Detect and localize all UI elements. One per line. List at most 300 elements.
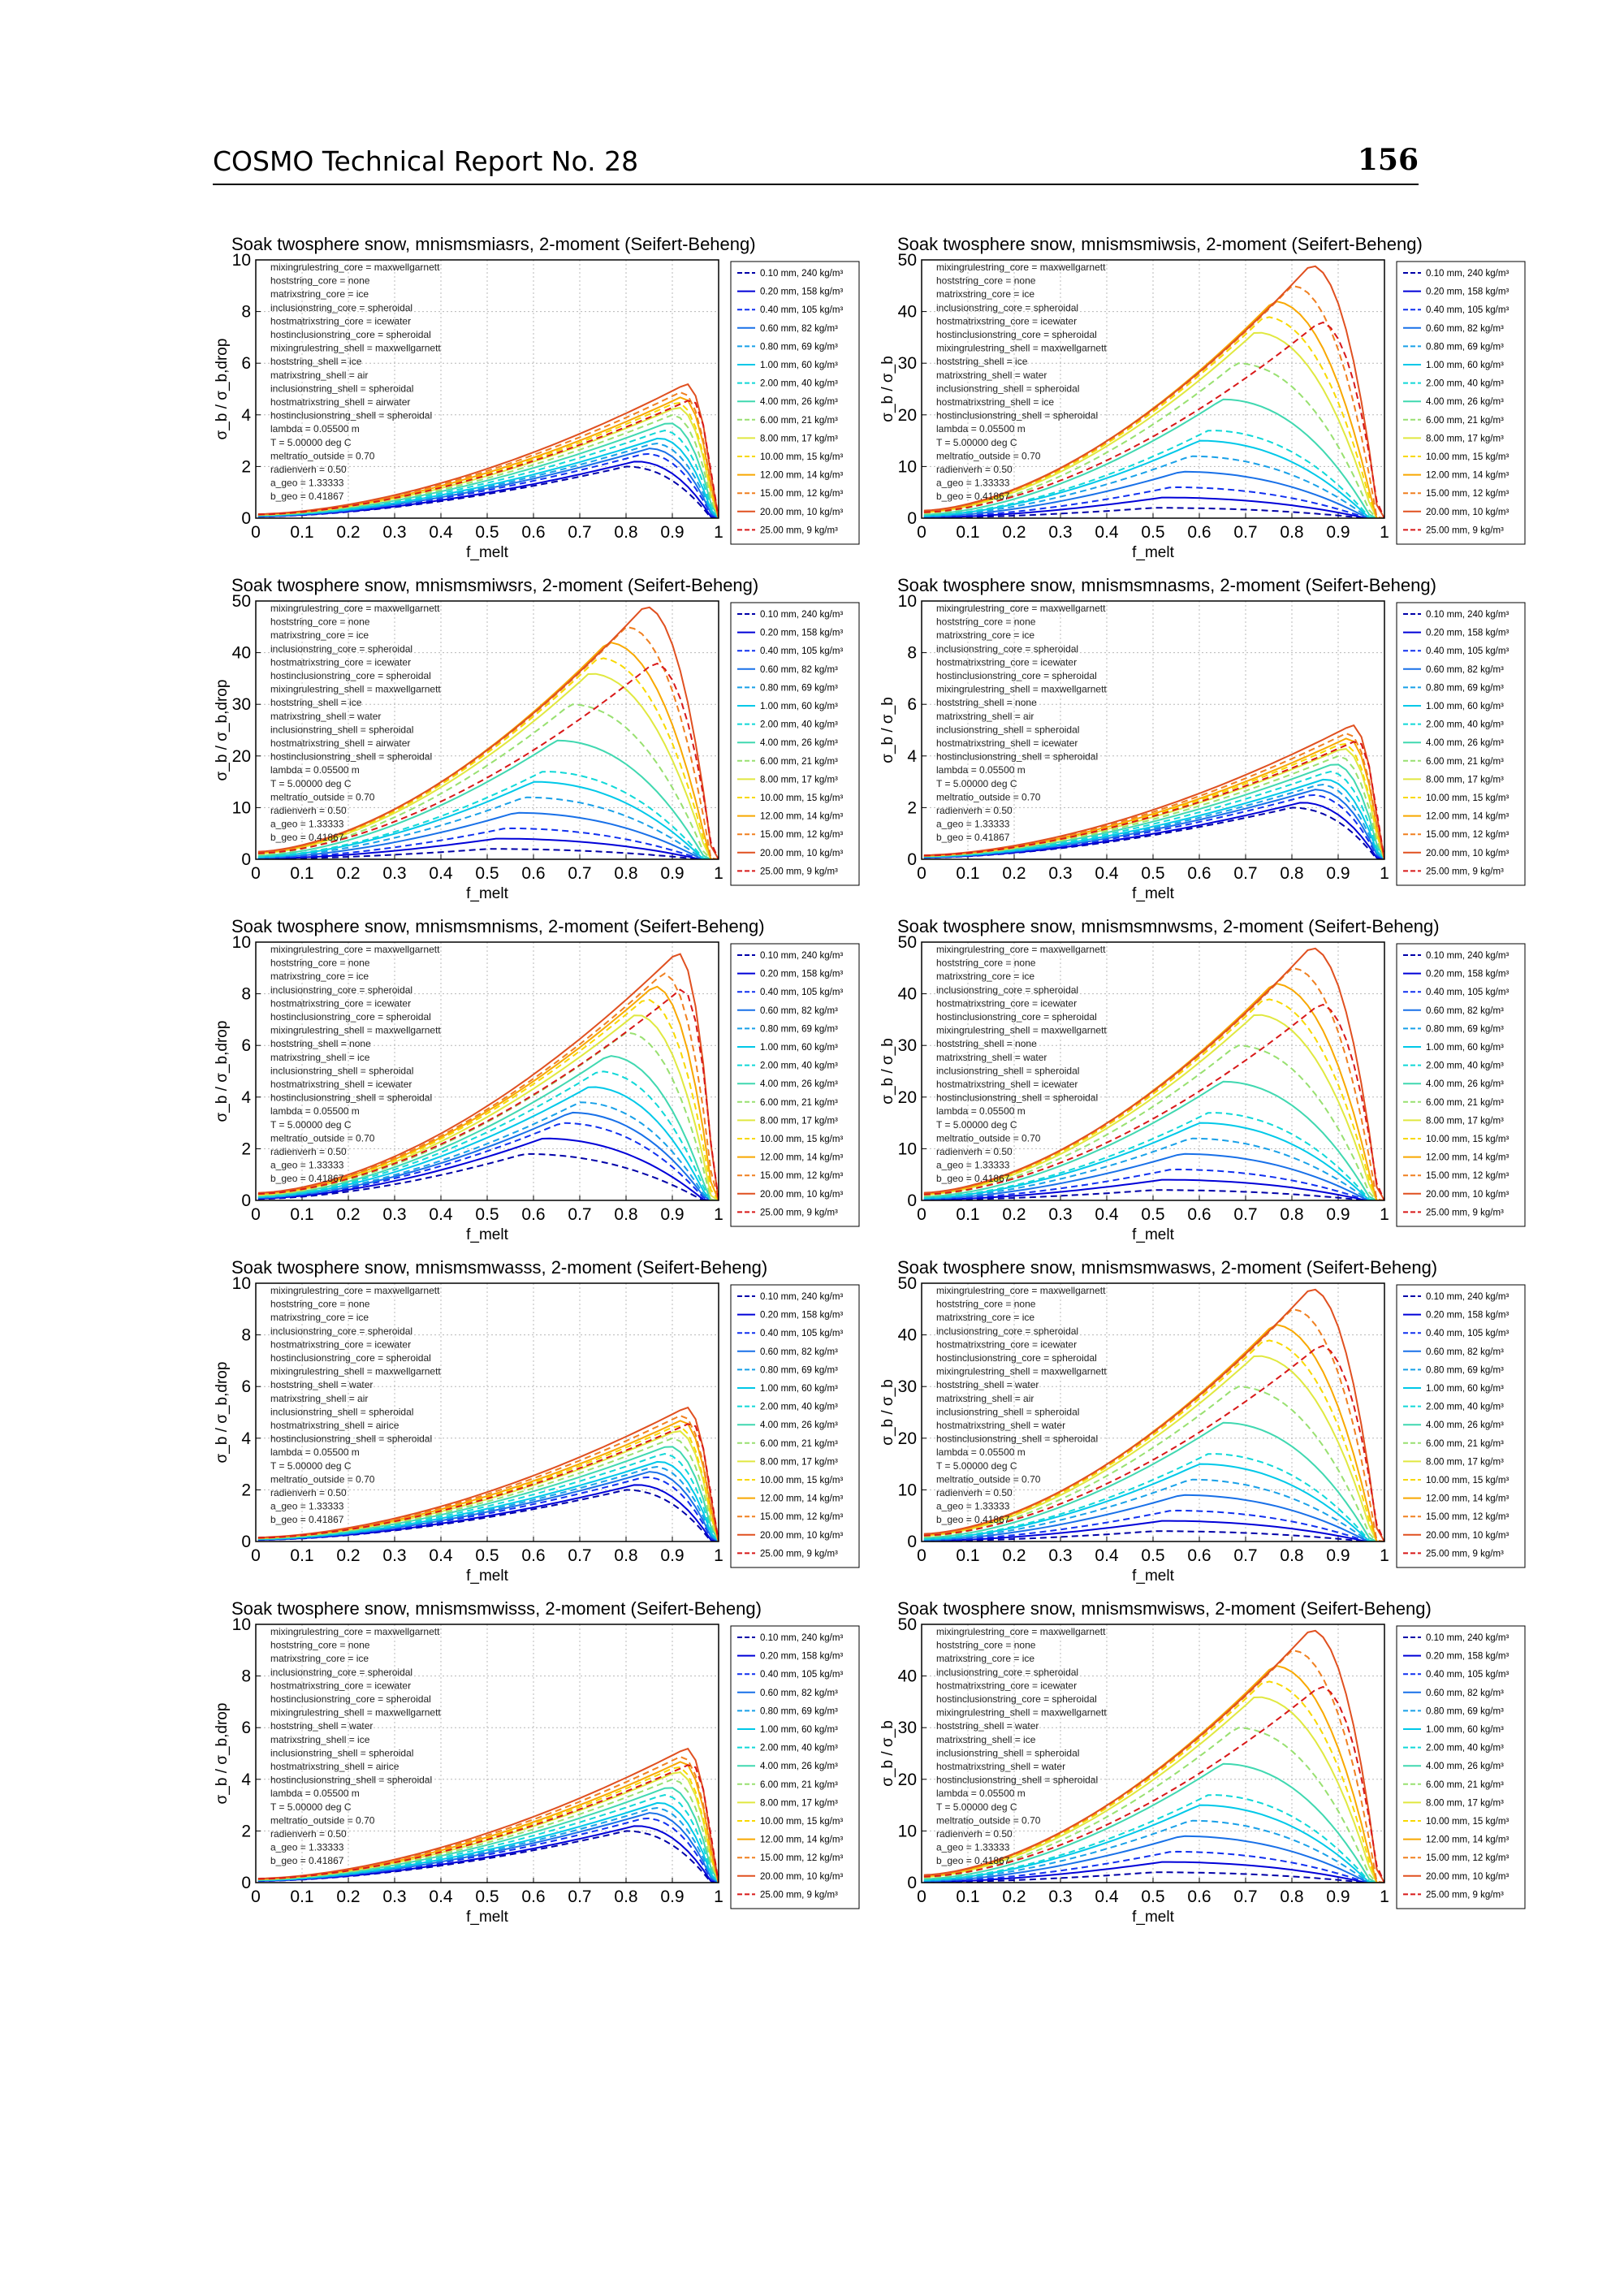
x-tick-label: 0.4 <box>429 1205 453 1224</box>
legend-label: 6.00 mm, 21 kg/m³ <box>1426 415 1504 426</box>
annotation-line: T = 5.00000 deg C <box>270 1118 352 1131</box>
legend-label: 0.40 mm, 105 kg/m³ <box>1426 646 1510 657</box>
x-tick-label: 0.4 <box>1095 523 1119 542</box>
x-tick-label: 0.3 <box>1048 864 1073 883</box>
annotation-line: mixingrulestring_core = maxwellgarnett <box>936 944 1106 955</box>
annotation-line: meltratio_outside = 0.70 <box>270 791 375 803</box>
legend-label: 2.00 mm, 40 kg/m³ <box>1426 720 1504 730</box>
legend-label: 15.00 mm, 12 kg/m³ <box>1426 1171 1510 1182</box>
annotation-line: hostinclusionstring_shell = spheroidal <box>270 1433 433 1445</box>
annotation-line: hoststring_shell = ice <box>270 356 362 368</box>
y-tick-label: 0 <box>241 509 251 528</box>
annotation-line: inclusionstring_shell = spheroidal <box>936 1406 1080 1418</box>
y-tick-label: 30 <box>897 1036 917 1056</box>
annotation-line: hoststring_shell = none <box>936 697 1037 709</box>
annotation-line: matrixstring_core = ice <box>270 971 369 983</box>
annotation-line: hostinclusionstring_shell = spheroidal <box>936 1433 1099 1445</box>
y-tick-label: 2 <box>907 798 917 818</box>
annotation-line: hostmatrixstring_shell = water <box>936 1420 1066 1431</box>
x-tick-label: 0.3 <box>1048 523 1073 542</box>
annotation-line: meltratio_outside = 0.70 <box>936 450 1041 462</box>
legend-label: 12.00 mm, 14 kg/m³ <box>760 811 844 822</box>
annotation-line: mixingrulestring_shell = maxwellgarnett <box>270 1365 441 1377</box>
x-tick-label: 0.2 <box>336 523 361 542</box>
annotation-line: inclusionstring_shell = spheroidal <box>936 1747 1080 1759</box>
annotation-line: mixingrulestring_shell = maxwellgarnett <box>936 1024 1107 1036</box>
annotation-line: b_geo = 0.41867 <box>270 1514 344 1526</box>
annotation-line: inclusionstring_core = spheroidal <box>936 1666 1079 1678</box>
legend-label: 0.20 mm, 158 kg/m³ <box>1426 1651 1510 1662</box>
annotation-line: inclusionstring_core = spheroidal <box>936 301 1079 313</box>
legend-label: 0.10 mm, 240 kg/m³ <box>1426 1292 1510 1302</box>
legend-label: 0.40 mm, 105 kg/m³ <box>1426 1670 1510 1680</box>
legend-label: 4.00 mm, 26 kg/m³ <box>1426 738 1504 749</box>
annotation-line: radienverh = 0.50 <box>936 1487 1013 1498</box>
legend-label: 8.00 mm, 17 kg/m³ <box>1426 775 1504 785</box>
y-tick-label: 20 <box>897 1087 917 1107</box>
x-tick-label: 0.1 <box>290 523 314 542</box>
legend-label: 10.00 mm, 15 kg/m³ <box>760 452 844 462</box>
y-tick-label: 10 <box>897 1481 917 1500</box>
y-tick-label: 2 <box>241 1139 251 1159</box>
annotation-line: b_geo = 0.41867 <box>936 1514 1010 1526</box>
legend-label: 15.00 mm, 12 kg/m³ <box>760 1853 844 1864</box>
x-tick-label: 0.1 <box>290 864 314 883</box>
x-tick-label: 0.6 <box>1187 864 1212 883</box>
chart-title: Soak twosphere snow, mnismsmwasss, 2-moment (Seifert-Beheng) <box>231 1257 768 1278</box>
annotation-line: T = 5.00000 deg C <box>270 777 352 789</box>
x-axis-label: f_melt <box>1132 885 1174 902</box>
annotation-line: b_geo = 0.41867 <box>936 832 1010 844</box>
x-tick-label: 0.6 <box>1187 523 1212 542</box>
legend-label: 4.00 mm, 26 kg/m³ <box>1426 1420 1504 1431</box>
annotation-line: hostinclusionstring_core = spheroidal <box>936 1011 1097 1023</box>
y-tick-label: 10 <box>897 1139 917 1159</box>
legend-label: 0.20 mm, 158 kg/m³ <box>760 969 844 979</box>
annotation-line: matrixstring_core = ice <box>936 1653 1035 1665</box>
legend-label: 4.00 mm, 26 kg/m³ <box>760 1079 838 1090</box>
x-tick-label: 0.6 <box>521 523 546 542</box>
annotation-line: hostmatrixstring_core = icewater <box>936 1680 1078 1692</box>
legend-label: 4.00 mm, 26 kg/m³ <box>760 397 838 408</box>
y-tick-label: 2 <box>241 1481 251 1500</box>
annotation-line: mixingrulestring_shell = maxwellgarnett <box>270 683 441 695</box>
x-tick-label: 0.3 <box>382 1546 407 1565</box>
y-tick-label: 50 <box>897 933 917 952</box>
legend-label: 4.00 mm, 26 kg/m³ <box>1426 1079 1504 1090</box>
annotation-line: hostinclusionstring_shell = spheroidal <box>936 1774 1099 1786</box>
chart-9 <box>207 1592 865 1933</box>
y-tick-label: 20 <box>897 1429 917 1448</box>
x-tick-label: 0.7 <box>1233 1205 1258 1224</box>
x-tick-label: 0.8 <box>614 523 638 542</box>
annotation-line: hostinclusionstring_shell = spheroidal <box>936 750 1099 763</box>
y-tick-label: 50 <box>897 251 917 270</box>
chart-svg <box>207 1251 865 1592</box>
legend-label: 1.00 mm, 60 kg/m³ <box>1426 702 1504 711</box>
annotation-line: inclusionstring_shell = spheroidal <box>270 1747 414 1759</box>
annotation-line: mixingrulestring_shell = maxwellgarnett <box>270 1706 441 1719</box>
annotation-line: hoststring_core = none <box>270 957 370 969</box>
annotation-line: hostmatrixstring_shell = icewater <box>936 1079 1078 1090</box>
legend-label: 0.40 mm, 105 kg/m³ <box>1426 305 1510 316</box>
chart-svg <box>873 1592 1531 1933</box>
legend-label: 2.00 mm, 40 kg/m³ <box>1426 1743 1504 1753</box>
x-tick-label: 0 <box>917 1205 926 1224</box>
y-axis-label: σ_b / σ_b,drop <box>214 338 231 440</box>
annotation-line: hostinclusionstring_core = spheroidal <box>270 670 431 681</box>
x-tick-label: 0.9 <box>1326 1205 1350 1224</box>
chart-8 <box>873 1251 1531 1592</box>
chart-title: Soak twosphere snow, mnismsmnwsms, 2-moment (Seifert-Beheng) <box>897 916 1440 936</box>
x-tick-label: 0.3 <box>1048 1205 1073 1224</box>
legend-label: 8.00 mm, 17 kg/m³ <box>760 434 838 444</box>
annotation-line: radienverh = 0.50 <box>270 464 347 475</box>
annotation-line: a_geo = 1.33333 <box>936 818 1010 830</box>
legend-label: 12.00 mm, 14 kg/m³ <box>760 1835 844 1845</box>
annotation-line: radienverh = 0.50 <box>270 805 347 816</box>
chart-svg <box>207 569 865 910</box>
x-tick-label: 0.9 <box>1326 1887 1350 1906</box>
legend-label: 6.00 mm, 21 kg/m³ <box>760 756 838 767</box>
annotation-line: T = 5.00000 deg C <box>270 436 352 448</box>
annotation-line: inclusionstring_core = spheroidal <box>270 301 413 313</box>
annotation-line: b_geo = 0.41867 <box>270 491 344 503</box>
annotation-line: hostinclusionstring_shell = spheroidal <box>270 1774 433 1786</box>
y-axis-label: σ_b / σ_b <box>879 1038 896 1105</box>
annotation-line: hostmatrixstring_shell = airice <box>270 1420 400 1431</box>
y-tick-label: 10 <box>231 798 251 818</box>
annotation-line: matrixstring_shell = air <box>270 1392 369 1404</box>
legend-label: 20.00 mm, 10 kg/m³ <box>760 848 844 858</box>
x-tick-label: 0.2 <box>1002 1205 1026 1224</box>
annotation-line: a_geo = 1.33333 <box>936 1500 1010 1512</box>
x-tick-label: 0.2 <box>336 1887 361 1906</box>
chart-svg <box>207 1592 865 1933</box>
legend-label: 10.00 mm, 15 kg/m³ <box>1426 452 1510 462</box>
x-tick-label: 0.3 <box>382 1887 407 1906</box>
x-tick-label: 0.2 <box>1002 1887 1026 1906</box>
legend-label: 4.00 mm, 26 kg/m³ <box>760 738 838 749</box>
y-tick-label: 8 <box>241 1667 251 1686</box>
annotation-line: hoststring_shell = none <box>936 1038 1037 1050</box>
legend-label: 12.00 mm, 14 kg/m³ <box>1426 1494 1510 1504</box>
legend-label: 1.00 mm, 60 kg/m³ <box>1426 1725 1504 1735</box>
legend-label: 20.00 mm, 10 kg/m³ <box>1426 1189 1510 1200</box>
legend-label: 0.40 mm, 105 kg/m³ <box>760 1670 844 1680</box>
x-tick-label: 0.2 <box>336 864 361 883</box>
legend-label: 15.00 mm, 12 kg/m³ <box>760 1171 844 1182</box>
x-tick-label: 1 <box>714 523 723 542</box>
legend-label: 6.00 mm, 21 kg/m³ <box>1426 1097 1504 1108</box>
x-tick-label: 0.4 <box>1095 864 1119 883</box>
annotation-line: lambda = 0.05500 m <box>270 764 360 776</box>
x-tick-label: 0.7 <box>1233 523 1258 542</box>
annotation-line: a_geo = 1.33333 <box>270 1841 344 1853</box>
legend-label: 0.20 mm, 158 kg/m³ <box>760 287 844 297</box>
legend-label: 8.00 mm, 17 kg/m³ <box>1426 1116 1504 1126</box>
legend-label: 15.00 mm, 12 kg/m³ <box>760 489 844 499</box>
y-tick-label: 4 <box>241 1429 251 1448</box>
annotation-line: radienverh = 0.50 <box>936 805 1013 816</box>
annotation-line: T = 5.00000 deg C <box>936 1801 1017 1813</box>
annotation-line: b_geo = 0.41867 <box>936 1173 1010 1185</box>
legend-label: 0.20 mm, 158 kg/m³ <box>760 628 844 638</box>
legend-label: 0.60 mm, 82 kg/m³ <box>1426 1005 1504 1016</box>
annotation-line: hoststring_core = none <box>936 957 1036 969</box>
legend-label: 0.10 mm, 240 kg/m³ <box>760 269 844 279</box>
annotation-line: mixingrulestring_shell = maxwellgarnett <box>936 683 1107 695</box>
y-tick-label: 40 <box>897 1667 917 1686</box>
legend-label: 0.10 mm, 240 kg/m³ <box>760 1292 844 1302</box>
annotation-line: lambda = 0.05500 m <box>936 764 1026 776</box>
annotation-line: matrixstring_shell = ice <box>270 1051 370 1063</box>
annotation-line: hoststring_core = none <box>936 1639 1036 1651</box>
annotation-line: hoststring_core = none <box>936 616 1036 628</box>
legend-label: 20.00 mm, 10 kg/m³ <box>1426 848 1510 858</box>
legend-label: 15.00 mm, 12 kg/m³ <box>760 830 844 841</box>
annotation-line: hostinclusionstring_shell = spheroidal <box>936 1092 1099 1104</box>
annotation-line: inclusionstring_core = spheroidal <box>270 984 413 996</box>
chart-5 <box>207 910 865 1251</box>
annotation-line: mixingrulestring_shell = maxwellgarnett <box>936 1706 1107 1719</box>
x-tick-label: 0.3 <box>382 1205 407 1224</box>
x-tick-label: 0.6 <box>1187 1205 1212 1224</box>
annotation-line: lambda = 0.05500 m <box>270 1446 360 1459</box>
annotation-line: matrixstring_shell = ice <box>936 1733 1036 1745</box>
x-tick-label: 0.8 <box>1280 523 1304 542</box>
annotation-line: inclusionstring_shell = spheroidal <box>936 383 1080 395</box>
annotation-line: mixingrulestring_core = maxwellgarnett <box>270 944 440 955</box>
x-tick-label: 0 <box>251 523 261 542</box>
annotation-line: matrixstring_core = ice <box>270 1312 369 1324</box>
chart-svg <box>873 227 1531 569</box>
annotation-line: matrixstring_core = ice <box>270 1653 369 1665</box>
annotation-line: radienverh = 0.50 <box>270 1146 347 1157</box>
x-tick-label: 0.9 <box>660 864 685 883</box>
y-axis-label: σ_b / σ_b,drop <box>214 1020 231 1122</box>
legend-label: 20.00 mm, 10 kg/m³ <box>1426 1530 1510 1541</box>
y-tick-label: 30 <box>897 354 917 374</box>
y-tick-label: 0 <box>907 850 917 869</box>
legend-label: 8.00 mm, 17 kg/m³ <box>760 1457 838 1468</box>
legend-label: 0.80 mm, 69 kg/m³ <box>760 683 838 694</box>
x-tick-label: 0.1 <box>290 1205 314 1224</box>
annotation-line: hostinclusionstring_core = spheroidal <box>270 1352 431 1364</box>
annotation-line: hostmatrixstring_core = icewater <box>270 1338 412 1351</box>
annotation-line: radienverh = 0.50 <box>270 1828 347 1840</box>
annotation-line: lambda = 0.05500 m <box>936 423 1026 435</box>
x-tick-label: 0.8 <box>1280 1205 1304 1224</box>
annotation-line: T = 5.00000 deg C <box>936 436 1017 448</box>
y-tick-label: 0 <box>241 1191 251 1210</box>
annotation-line: matrixstring_core = ice <box>936 288 1035 301</box>
y-tick-label: 0 <box>241 850 251 869</box>
annotation-line: matrixstring_shell = air <box>270 369 369 381</box>
y-tick-label: 40 <box>897 302 917 322</box>
annotation-line: hostmatrixstring_shell = airice <box>270 1761 400 1772</box>
report-title: COSMO Technical Report No. 28 <box>213 145 639 177</box>
legend-label: 0.80 mm, 69 kg/m³ <box>1426 1365 1504 1376</box>
y-tick-label: 30 <box>231 695 251 715</box>
y-tick-label: 10 <box>897 592 917 611</box>
x-tick-label: 0.5 <box>1141 1887 1165 1906</box>
annotation-line: lambda = 0.05500 m <box>270 423 360 435</box>
legend-label: 0.40 mm, 105 kg/m³ <box>760 646 844 657</box>
y-tick-label: 6 <box>241 1377 251 1397</box>
annotation-line: b_geo = 0.41867 <box>270 1855 344 1867</box>
legend-label: 0.60 mm, 82 kg/m³ <box>1426 664 1504 675</box>
annotation-line: T = 5.00000 deg C <box>936 1118 1017 1131</box>
legend-label: 15.00 mm, 12 kg/m³ <box>1426 1512 1510 1523</box>
annotation-line: mixingrulestring_core = maxwellgarnett <box>936 262 1106 273</box>
annotation-line: hostmatrixstring_shell = water <box>936 1761 1066 1772</box>
x-tick-label: 0.5 <box>475 1887 499 1906</box>
x-tick-label: 0.6 <box>521 1887 546 1906</box>
chart-6 <box>873 910 1531 1251</box>
x-axis-label: f_melt <box>1132 1909 1174 1926</box>
y-tick-label: 4 <box>241 405 251 425</box>
y-tick-label: 8 <box>241 984 251 1004</box>
x-tick-label: 0.8 <box>1280 1887 1304 1906</box>
annotation-line: hostmatrixstring_core = icewater <box>936 656 1078 668</box>
y-tick-label: 50 <box>897 1274 917 1293</box>
x-tick-label: 0 <box>917 864 926 883</box>
x-tick-label: 0.9 <box>660 1205 685 1224</box>
annotation-line: hostinclusionstring_shell = spheroidal <box>270 750 433 763</box>
y-axis-label: σ_b / σ_b,drop <box>214 1361 231 1464</box>
annotation-line: inclusionstring_core = spheroidal <box>936 1325 1079 1337</box>
y-tick-label: 6 <box>907 695 917 715</box>
annotation-line: b_geo = 0.41867 <box>936 1855 1010 1867</box>
legend-label: 0.80 mm, 69 kg/m³ <box>760 1706 838 1717</box>
annotation-line: T = 5.00000 deg C <box>936 777 1017 789</box>
y-tick-label: 0 <box>907 1874 917 1892</box>
annotation-line: a_geo = 1.33333 <box>936 477 1010 489</box>
annotation-line: inclusionstring_shell = spheroidal <box>270 1065 414 1077</box>
legend-label: 0.60 mm, 82 kg/m³ <box>1426 1347 1504 1357</box>
x-tick-label: 0.5 <box>475 1546 499 1565</box>
chart-3 <box>207 569 865 910</box>
annotation-line: matrixstring_shell = air <box>936 1392 1034 1404</box>
legend-label: 0.80 mm, 69 kg/m³ <box>1426 1024 1504 1035</box>
x-tick-label: 1 <box>1380 523 1389 542</box>
x-tick-label: 0.6 <box>521 864 546 883</box>
x-tick-label: 0.6 <box>521 1205 546 1224</box>
y-tick-label: 10 <box>897 457 917 477</box>
legend-label: 25.00 mm, 9 kg/m³ <box>1426 1208 1504 1218</box>
annotation-line: hostinclusionstring_core = spheroidal <box>270 1693 431 1705</box>
x-tick-label: 0.5 <box>475 864 499 883</box>
x-tick-label: 1 <box>714 1546 723 1565</box>
x-tick-label: 1 <box>1380 1546 1389 1565</box>
x-tick-label: 0.4 <box>429 864 453 883</box>
y-tick-label: 6 <box>241 1719 251 1738</box>
chart-svg <box>207 227 865 569</box>
annotation-line: a_geo = 1.33333 <box>270 1500 344 1512</box>
x-tick-label: 0.8 <box>614 1887 638 1906</box>
y-tick-label: 8 <box>241 1325 251 1345</box>
legend-label: 25.00 mm, 9 kg/m³ <box>760 867 838 877</box>
x-tick-label: 0.7 <box>568 864 592 883</box>
legend-label: 0.80 mm, 69 kg/m³ <box>1426 342 1504 352</box>
legend-label: 0.80 mm, 69 kg/m³ <box>1426 1706 1504 1717</box>
y-axis-label: σ_b / σ_b,drop <box>214 1702 231 1805</box>
legend-label: 1.00 mm, 60 kg/m³ <box>1426 1043 1504 1053</box>
legend-label: 6.00 mm, 21 kg/m³ <box>1426 1438 1504 1449</box>
annotation-line: matrixstring_shell = ice <box>270 1733 370 1745</box>
annotation-line: hostinclusionstring_core = spheroidal <box>936 329 1097 340</box>
legend-label: 8.00 mm, 17 kg/m³ <box>1426 1798 1504 1809</box>
annotation-line: meltratio_outside = 0.70 <box>270 1132 375 1144</box>
legend-label: 4.00 mm, 26 kg/m³ <box>760 1420 838 1431</box>
legend-label: 0.10 mm, 240 kg/m³ <box>1426 610 1510 620</box>
annotation-line: hostinclusionstring_core = spheroidal <box>270 329 431 340</box>
annotation-line: T = 5.00000 deg C <box>270 1459 352 1472</box>
annotation-line: hostmatrixstring_core = icewater <box>270 997 412 1010</box>
legend-label: 0.40 mm, 105 kg/m³ <box>760 988 844 998</box>
legend-label: 8.00 mm, 17 kg/m³ <box>760 1116 838 1126</box>
legend-label: 10.00 mm, 15 kg/m³ <box>1426 1817 1510 1827</box>
legend-label: 8.00 mm, 17 kg/m³ <box>1426 434 1504 444</box>
legend-label: 2.00 mm, 40 kg/m³ <box>1426 1402 1504 1412</box>
x-tick-label: 0.2 <box>336 1205 361 1224</box>
legend-label: 0.80 mm, 69 kg/m³ <box>760 1365 838 1376</box>
annotation-line: lambda = 0.05500 m <box>936 1105 1026 1118</box>
annotation-line: hoststring_core = none <box>270 1298 370 1310</box>
legend-label: 20.00 mm, 10 kg/m³ <box>760 507 844 517</box>
annotation-line: b_geo = 0.41867 <box>936 491 1010 503</box>
annotation-line: radienverh = 0.50 <box>270 1487 347 1498</box>
x-tick-label: 0.3 <box>1048 1546 1073 1565</box>
x-tick-label: 0.8 <box>1280 864 1304 883</box>
page-number: 156 <box>1357 143 1419 177</box>
annotation-line: inclusionstring_core = spheroidal <box>270 1325 413 1337</box>
x-tick-label: 0.4 <box>429 1887 453 1906</box>
legend-label: 25.00 mm, 9 kg/m³ <box>1426 1890 1504 1900</box>
y-tick-label: 2 <box>241 457 251 477</box>
legend-label: 6.00 mm, 21 kg/m³ <box>760 1097 838 1108</box>
annotation-line: inclusionstring_core = spheroidal <box>270 642 413 655</box>
legend-label: 2.00 mm, 40 kg/m³ <box>760 1743 838 1753</box>
legend-label: 4.00 mm, 26 kg/m³ <box>760 1762 838 1772</box>
legend-label: 25.00 mm, 9 kg/m³ <box>760 525 838 536</box>
x-tick-label: 0.1 <box>956 1887 980 1906</box>
legend-label: 25.00 mm, 9 kg/m³ <box>1426 1549 1504 1559</box>
x-tick-label: 0.9 <box>660 1546 685 1565</box>
x-tick-label: 1 <box>1380 864 1389 883</box>
chart-title: Soak twosphere snow, mnismsmnisms, 2-moment (Seifert-Beheng) <box>231 916 765 936</box>
y-axis-label: σ_b / σ_b <box>879 697 896 763</box>
annotation-line: matrixstring_shell = water <box>936 1051 1047 1063</box>
legend-label: 0.60 mm, 82 kg/m³ <box>1426 323 1504 334</box>
legend-label: 20.00 mm, 10 kg/m³ <box>760 1871 844 1882</box>
x-tick-label: 0.1 <box>956 864 980 883</box>
y-tick-label: 40 <box>897 1325 917 1345</box>
x-tick-label: 0.6 <box>1187 1546 1212 1565</box>
y-tick-label: 0 <box>907 509 917 528</box>
annotation-line: mixingrulestring_shell = maxwellgarnett <box>936 1365 1107 1377</box>
annotation-line: hoststring_core = none <box>270 1639 370 1651</box>
y-tick-label: 0 <box>241 1533 251 1551</box>
x-axis-label: f_melt <box>466 1909 508 1926</box>
annotation-line: meltratio_outside = 0.70 <box>936 791 1041 803</box>
annotation-line: a_geo = 1.33333 <box>936 1841 1010 1853</box>
legend-label: 6.00 mm, 21 kg/m³ <box>760 1438 838 1449</box>
x-tick-label: 0 <box>917 1887 926 1906</box>
annotation-line: mixingrulestring_core = maxwellgarnett <box>270 1285 440 1296</box>
y-tick-label: 10 <box>231 1615 251 1634</box>
